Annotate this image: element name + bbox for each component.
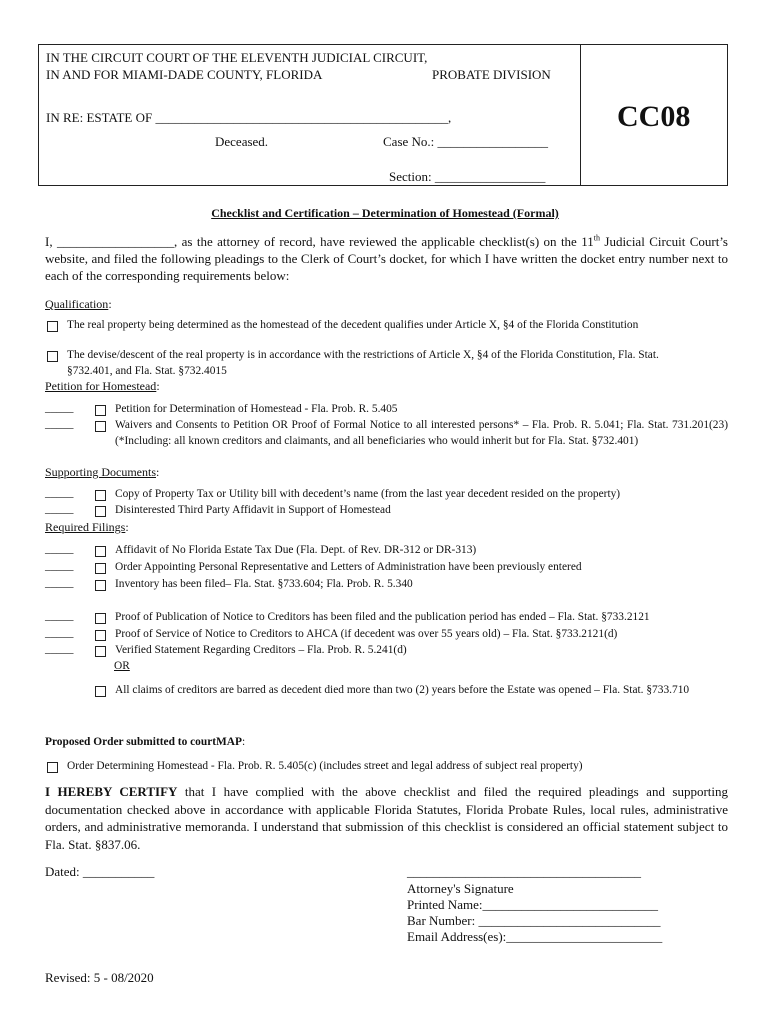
- caption-divider: [580, 45, 581, 185]
- required-heading: [45, 520, 129, 535]
- case-number-field: Case No.: _________________: [383, 134, 549, 149]
- checklist-item-label: The devise/descent of the real property is in accordance with the restrictions of Article X, §4 of the Florida Constitution, Fla. Stat. §732.401, and Fla. Stat. §732.4015: [67, 349, 659, 377]
- required-heading-text: Required Filings: [45, 520, 126, 534]
- proposed-order-colon: :: [242, 736, 246, 748]
- signature-line: ____________________________________: [407, 864, 641, 879]
- revision-footer: Revised: 5 - 08/2020: [45, 970, 154, 985]
- checkbox[interactable]: [95, 580, 106, 591]
- petition-heading-text: Petition for Homestead: [45, 379, 157, 393]
- petition-heading: [45, 379, 160, 394]
- document-title: Checklist and Certification – Determination of Homestead (Formal): [211, 206, 559, 220]
- required-item-6: [45, 643, 728, 659]
- petition-colon: :: [156, 379, 160, 393]
- checkbox[interactable]: [95, 686, 106, 697]
- checklist-item-label: Verified Statement Regarding Creditors – Fla. Prob. R. 5.241(d): [115, 644, 407, 656]
- checkbox[interactable]: [95, 506, 106, 517]
- proposed-order-heading-text: Proposed Order submitted to courtMAP: [45, 736, 242, 748]
- petition-item-2: [45, 418, 728, 449]
- intro-text-start: I, __________________, as the attorney of record, have reviewed the applicable checklist(s) on the 11: [45, 234, 594, 249]
- qualification-item-1: [47, 318, 728, 334]
- proposed-order-heading: [45, 736, 245, 748]
- checkbox[interactable]: [95, 546, 106, 557]
- intro-text-end: Judicial Circuit Court’s website, and filed the following pleadings to the Clerk of Court’s docket, for which I have written the docket entry number next to each of the corresponding requirements below:: [45, 234, 728, 283]
- petition-item-1: [45, 402, 728, 418]
- checkbox[interactable]: [95, 405, 106, 416]
- docket-entry-blank[interactable]: _____: [45, 503, 74, 515]
- required-item-alternative: [95, 683, 728, 699]
- checkbox[interactable]: [95, 630, 106, 641]
- required-item-3: [45, 577, 728, 593]
- checkbox[interactable]: [47, 351, 58, 362]
- dated-field: Dated: ___________: [45, 864, 155, 879]
- checkbox[interactable]: [95, 421, 106, 432]
- checklist-item-label: Proof of Service of Notice to Creditors to AHCA (if decedent was over 55 years old) – Fla. Stat. §733.2121(d): [115, 628, 618, 640]
- checklist-item-label: The real property being determined as the homestead of the decedent qualifies under Article X, §4 of the Florida Constitution: [67, 319, 639, 331]
- intro-paragraph: [45, 233, 728, 284]
- qualification-colon: :: [108, 297, 112, 311]
- or-separator: OR: [114, 660, 130, 672]
- intro-superscript: th: [593, 233, 600, 243]
- docket-entry-blank[interactable]: _____: [45, 402, 74, 414]
- qualification-item-2: [47, 348, 728, 379]
- docket-entry-blank[interactable]: _____: [45, 418, 74, 430]
- certification-paragraph: [45, 783, 728, 853]
- docket-entry-blank[interactable]: _____: [45, 643, 74, 655]
- docket-entry-blank[interactable]: _____: [45, 610, 74, 622]
- certification-text: that I have complied with the above checklist and filed the required pleadings and supporting documentation checked above in accordance with applicable Florida Statutes, Florida Probate Rules, local rules, administrative orders, and administrative memoranda. I understand that submission of this checklist is considered an official statement subject to Fla. Stat. §837.06.: [45, 784, 729, 852]
- required-item-4: [45, 610, 728, 626]
- section-field: Section: _________________: [389, 169, 546, 184]
- docket-entry-blank[interactable]: _____: [45, 487, 74, 499]
- email-field: Email Address(es):________________________: [407, 929, 663, 944]
- checklist-item-label: All claims of creditors are barred as decedent died more than two (2) years before the Estate was opened – Fla. Stat. §733.710: [115, 684, 690, 696]
- bar-number-field: Bar Number: ____________________________: [407, 913, 661, 928]
- checkbox[interactable]: [95, 490, 106, 501]
- required-item-5: [45, 627, 728, 643]
- checklist-item-label: Affidavit of No Florida Estate Tax Due (Fla. Dept. of Rev. DR-312 or DR-313): [115, 544, 477, 556]
- division: PROBATE DIVISION: [432, 67, 551, 82]
- attorney-signature-label: Attorney's Signature: [407, 881, 514, 896]
- checklist-item-label: Order Determining Homestead - Fla. Prob. R. 5.405(c) (includes street and legal address of subject real property): [67, 760, 583, 772]
- checkbox[interactable]: [95, 613, 106, 624]
- checkbox[interactable]: [47, 762, 58, 773]
- checkbox[interactable]: [47, 321, 58, 332]
- checklist-item-label: Order Appointing Personal Representative and Letters of Administration have been previously entered: [115, 561, 582, 573]
- checkbox[interactable]: [95, 646, 106, 657]
- supporting-colon: :: [156, 465, 160, 479]
- required-item-2: [45, 560, 728, 576]
- supporting-heading: [45, 465, 159, 480]
- docket-entry-blank[interactable]: _____: [45, 627, 74, 639]
- form-code: CC08: [617, 100, 691, 133]
- court-line-2: IN AND FOR MIAMI-DADE COUNTY, FLORIDA: [46, 67, 323, 82]
- supporting-item-2: [45, 503, 728, 519]
- supporting-item-1: [45, 487, 728, 503]
- checklist-item-label: Proof of Publication of Notice to Creditors has been filed and the publication period has ended – Fla. Stat. §733.2121: [115, 611, 650, 623]
- court-line-1: IN THE CIRCUIT COURT OF THE ELEVENTH JUDICIAL CIRCUIT,: [46, 50, 428, 65]
- caption-box: [38, 44, 728, 186]
- proposed-order-item: [47, 759, 728, 775]
- docket-entry-blank[interactable]: _____: [45, 577, 74, 589]
- docket-entry-blank[interactable]: _____: [45, 543, 74, 555]
- checklist-item-label: Inventory has been filed– Fla. Stat. §733.604; Fla. Prob. R. 5.340: [115, 578, 413, 590]
- required-colon: :: [125, 520, 129, 534]
- docket-entry-blank[interactable]: _____: [45, 560, 74, 572]
- checklist-item-label: Petition for Determination of Homestead - Fla. Prob. R. 5.405: [115, 403, 398, 415]
- certification-lead: I HEREBY CERTIFY: [45, 784, 178, 799]
- checklist-item-label: Copy of Property Tax or Utility bill with decedent’s name (from the last year decedent resided on the property): [115, 488, 621, 500]
- qualification-heading: [45, 297, 112, 312]
- supporting-heading-text: Supporting Documents: [45, 465, 156, 479]
- checklist-item-label: Disinterested Third Party Affidavit in Support of Homestead: [115, 504, 391, 516]
- required-item-1: [45, 543, 728, 559]
- deceased-label: Deceased.: [215, 134, 269, 149]
- printed-name-field: Printed Name:___________________________: [407, 897, 658, 912]
- checklist-item-label: Waivers and Consents to Petition OR Proof of Formal Notice to all interested persons* – Fla. Prob. R. 5.041; Fla. Stat. 731.201(23) (*Including: all known creditors and claimants, and all beneficiaries who would inherit but for Fla. Stat. §732.401): [115, 419, 728, 447]
- estate-line: IN RE: ESTATE OF _____________________________________________,: [46, 110, 452, 125]
- checkbox[interactable]: [95, 563, 106, 574]
- qualification-heading-text: Qualification: [45, 297, 109, 311]
